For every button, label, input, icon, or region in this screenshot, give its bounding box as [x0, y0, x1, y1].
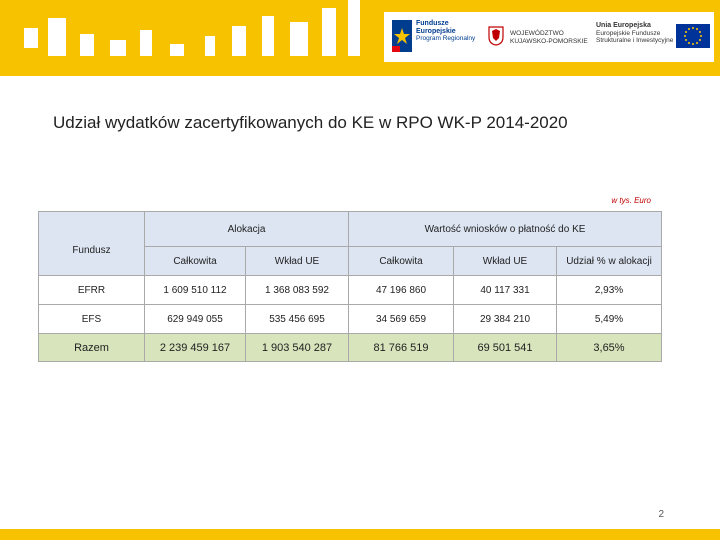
table-cell: 29 384 210: [454, 305, 557, 334]
table-cell: 629 949 055: [145, 305, 246, 334]
table-cell: 3,65%: [557, 334, 662, 362]
slide-title: Udział wydatków zacertyfikowanych do KE w RPO WK-P 2014-2020: [53, 113, 568, 132]
page-number: 2: [658, 509, 664, 520]
table-row: [39, 305, 662, 334]
fund-name: Razem: [39, 334, 145, 362]
table-cell: 40 117 331: [454, 276, 557, 305]
logo-fe-line3: Program Regionalny: [416, 35, 476, 42]
logo-wojewodztwo: [488, 18, 588, 56]
logo-region-line1: WOJEWÓDZTWO: [510, 30, 564, 37]
col-header: Udział % w alokacji: [557, 247, 662, 276]
bottom-bar: [0, 529, 720, 540]
top-banner: [0, 0, 720, 76]
banner-decor-6: [170, 44, 184, 56]
eu-flag-icon: [676, 24, 710, 48]
table-cell: 5,49%: [557, 305, 662, 334]
fund-name: EFS: [39, 305, 145, 334]
header-fundusz: Fundusz: [39, 212, 145, 276]
col-header: Całkowita: [145, 247, 246, 276]
table-cell: 535 456 695: [246, 305, 349, 334]
col-header: Wkład UE: [246, 247, 349, 276]
table-cell: 1 903 540 287: [246, 334, 349, 362]
certified-expenditure-table: [38, 211, 662, 362]
header-wartosc-wnioskow: Wartość wniosków o płatność do KE: [349, 212, 662, 247]
banner-decor-3: [80, 34, 94, 56]
fe-star-icon: [392, 20, 412, 52]
logo-region-line2: KUJAWSKO-POMORSKIE: [510, 37, 588, 45]
table-cell: 1 368 083 592: [246, 276, 349, 305]
table-header-row-1: [39, 212, 662, 247]
logo-fe-line2: Europejskie: [416, 27, 456, 35]
table-cell: 81 766 519: [349, 334, 454, 362]
banner-decor-5: [140, 30, 152, 56]
col-header: Całkowita: [349, 247, 454, 276]
table-cell: 69 501 541: [454, 334, 557, 362]
logo-fundusze-europejskie: [392, 18, 482, 56]
table-total-row: [39, 334, 662, 362]
table-cell: 2 239 459 167: [145, 334, 246, 362]
fund-name: EFRR: [39, 276, 145, 305]
banner-decor-1: [24, 28, 38, 48]
table-cell: 47 196 860: [349, 276, 454, 305]
logo-ue-line1: Unia Europejska: [596, 22, 651, 29]
logo-ue-line3: Strukturalne i Inwestycyjne: [596, 37, 674, 44]
banner-decor-12: [348, 0, 360, 56]
banner-decor-2: [48, 18, 66, 56]
banner-decor-9: [262, 16, 274, 56]
logo-fe-line1: Fundusze: [416, 20, 449, 27]
logo-unia-europejska: [596, 18, 711, 56]
table-cell: 34 569 659: [349, 305, 454, 334]
banner-decor-7: [205, 36, 215, 56]
crest-icon: [488, 26, 504, 46]
banner-decor-10: [290, 22, 308, 56]
table-cell: 1 609 510 112: [145, 276, 246, 305]
col-header: Wkład UE: [454, 247, 557, 276]
unit-note: w tys. Euro: [611, 196, 651, 205]
logo-strip: [384, 12, 714, 62]
table-cell: 2,93%: [557, 276, 662, 305]
table-row: [39, 276, 662, 305]
banner-decor-8: [232, 26, 246, 56]
header-alokacja: Alokacja: [145, 212, 349, 247]
banner-decor-4: [110, 40, 126, 56]
logo-ue-line2: Europejskie Fundusze: [596, 29, 661, 37]
banner-decor-11: [322, 8, 336, 56]
